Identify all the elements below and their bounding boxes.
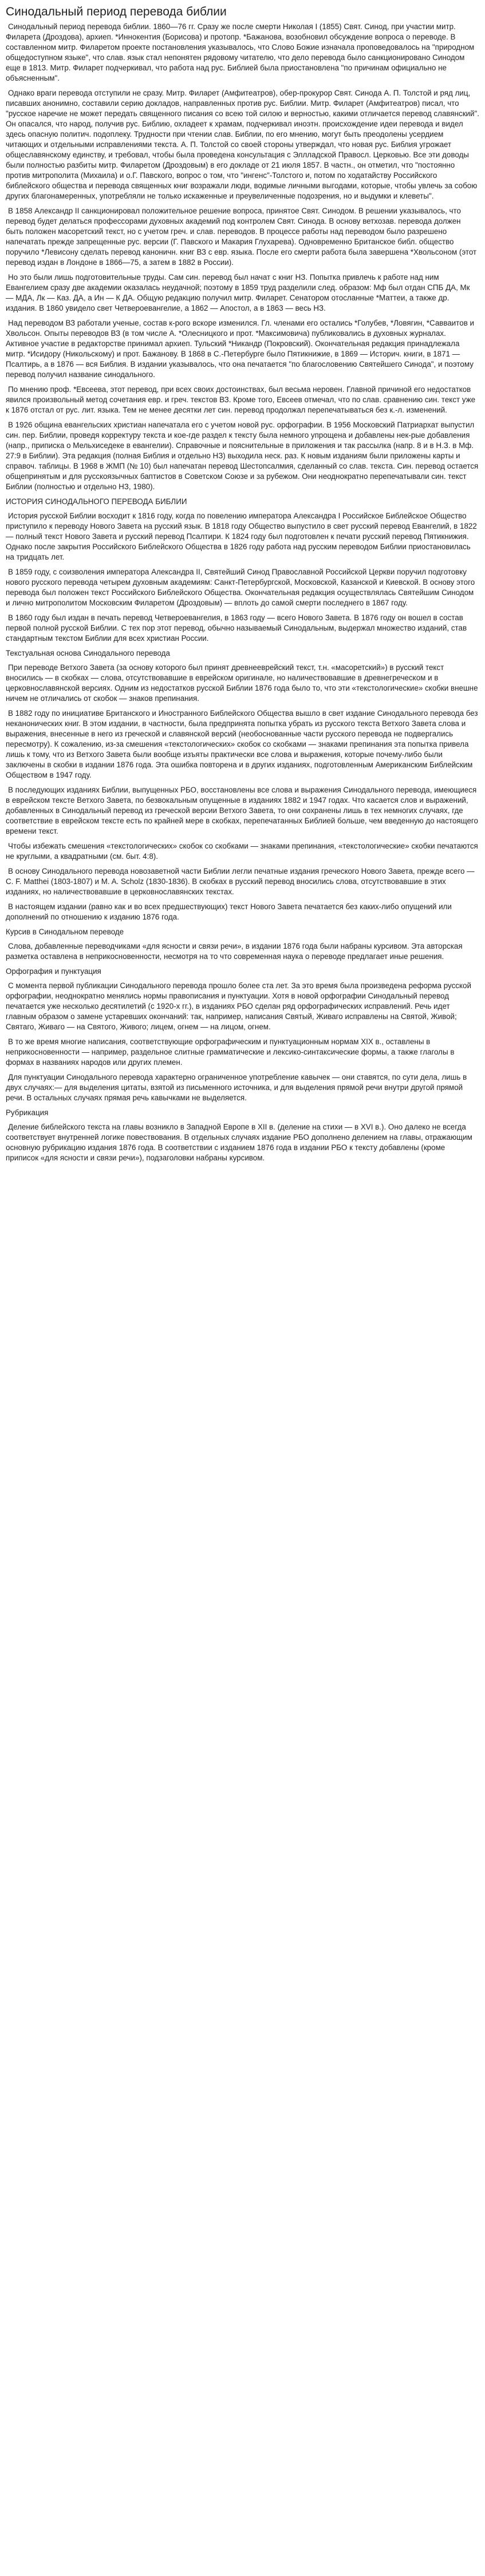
paragraph: Однако враги перевода отступили не сразу. Митр. Филарет (Амфитеатров), обер-прокурор Свят. Синода А. П. Толстой и ряд лиц, писавших анонимно, составили серию докладов, направленных против рус. Библии. Митр. Филарет (Амфитеатров) писал, что "русское наречие не может передать священного писания со всею той силою и верностью, какими отличается перевод славянский". Он опасался, что народ, получив рус. Библию, охладеет к храмам, подчеркивал иноэтн. происхождение идеи перевода и видел здесь опасную политич. подоплеку. Трудности при чтении слав. Библии, по его мнению, могут быть преодолены усердием читающих и отдельными исправлениями текста. А. П. Толстой со своей стороны утверждал, что новая рус. Библия угрожает общеславянскому единству, и требовал, чтобы была проведена консультация с Эллладской Правосл. Церковью. Все эти доводы были полностью разбиты митр. Филаретом (Дроздовым) в его докладе от 21 июля 1857. В частн., он отметил, что "постоянно против митрополита (Михаила) и о.Г. Павского, вопрос о том, что "ингенс"-Толстого и, потом по ходатайству Российского библейского общества и перевода священных книг возражали люди, водимые личными выгодами, которые, чтобы увлечь за собою других благонамеренных, употребляли не только искаженные и преувеличенные подозрения, но и выдумки и клеветы". bbox=[6, 89, 479, 200]
paragraph: В основу Синодального перевода новозаветной части Библии легли печатные издания греческого Нового Завета, прежде всего — С. F. Matthei (1803-1807) и M. A. Scholz (1830-1836). В скобках в русский перевод вносились слова, отсутствовавшие в этих изданиях, но наличествовавшие в церковнославянских текстах. bbox=[6, 867, 475, 896]
section-heading: Текстуальная основа Синодального перевода bbox=[6, 649, 170, 657]
paragraph: С момента первой публикации Синодального перевода прошло более ста лет. За это время была произведена реформа русской орфографии, неоднократно менялись нормы правописания и пунктуации. Хотя в новой орфографии Синодальный перевод печатается уже несколько десятилетий (с 1920-х гг.), в изданиях РБО сделан ряд орфографических исправлений. Речь идет главным образом о замене устаревших окончаний: так, например, написания Святый, Живаго исправлены на Святой, Живой; Святаго, Живаго — на Святого, Живого; лицем, огнем — на лицом, огнем. bbox=[6, 981, 471, 1031]
page-title: Синодальный период перевода библии bbox=[6, 5, 227, 18]
paragraph: В последующих изданиях Библии, выпущенных РБО, восстановлены все слова и выражения Синодального перевода, имеющиеся в еврейском тексте Ветхого Завета, по безвокальным опущенные в изданиях 1882 и 1947 годах. Что касается слов и выражений, добавленных в Синодальный перевод из греческой версии Ветхого Завета, то они сохранены лишь в тех немногих случаях, где соответствие в еврейском тексте есть по крайней мере в скобках, перепечатанных Библией больше, чем введенную до настоящего времени текст. bbox=[6, 786, 478, 835]
section-heading: ИСТОРИЯ СИНОДАЛЬНОГО ПЕРЕВОДА БИБЛИИ bbox=[6, 497, 187, 506]
paragraph: В 1882 году по инициативе Британского и Иностранного Библейского Общества вышло в свет издание Синодального перевода без неканонических книг. В этом издании, в частности, была предпринята попытка убрать из русского текста Ветхого Завета слова и выражения, внесенные в него из греческой и славянской версий (необоснованные части русского перевода не подвергались пересмотру). К сожалению, из-за смешения «текстологических» скобок со скобками — знаками препинания эта попытка привела лишь к тому, что из Ветхого Завета были вообще изъяты практически все слова и выражения, которые почему-либо были заключены в скобки в издании 1876 года. Эта ошибка повторена и в других изданиях, подготовленным Американским Библейским Обществом в 1947 году. bbox=[6, 709, 478, 779]
paragraph: В 1858 Александр II санкционировал положительное решение вопроса, принятое Свят. Синодом. В решении указывалось, что перевод будет делаться профессорами духовных академий под контролем Свят. Синода. В основу ветхозав. перевода должен быть положен масоретский текст, но с учетом греч. и слав. переводов. В процессе работы над переводом было разрешено напечатать прежде запрещенные рус. версии (Г. Павского и Макария Глухарева). Одновременно Британское библ. общество поручило *Левисону сделать перевод каноничн. книг ВЗ с евр. языка. После его смерти работа была завершена *Хвольсоном (этот перевод издан в Лондоне в 1866—75, а затем в 1882 в России). bbox=[6, 207, 477, 267]
section-heading: Орфография и пунктуация bbox=[6, 967, 101, 976]
paragraph: Слова, добавленные переводчиками «для ясности и связи речи», в издании 1876 года были набраны курсивом. Эта авторская разметка оставлена в неприкосновенности, несмотря на то что современная наука о переводе предлагает иные решения. bbox=[6, 942, 463, 961]
paragraph: Для пунктуации Синодального перевода характерно ограниченное употребление кавычек — они ставятся, по сути дела, лишь в двух случаях:— для выделения цитаты, взятой из письменного источника, и для выделения прямой речи внутри другой прямой речи. В остальных случаях прямая речь кавычками не выделяется. bbox=[6, 1073, 467, 1102]
article-body bbox=[6, 22, 479, 1163]
section-heading: Рубрикация bbox=[6, 1108, 49, 1117]
paragraph: Но это были лишь подготовительные труды. Сам син. перевод был начат с книг НЗ. Попытка привлечь к работе над ним Евангелием сразу две академии оказалась неудачной; поэтому в 1859 труд разделили след. образом: Мф был отдан СПБ ДА, Мк — МДА, Лк — Каз. ДА, а Ин — К ДА. Общую редакцию получил митр. Филарет. Сенатором отосланные *Маттеи, а также др. издания. В 1860 увидело свет Четвероевангелие, а 1862 — Апостол, а в 1863 — весь НЗ. bbox=[6, 273, 470, 312]
paragraph: В 1860 году был издан в печать перевод Четвероевангелия, в 1863 году — всего Нового Завета. В 1876 году он вошел в состав первой полной русской Библии. С тех пор этот перевод, обычно называемый Синодальным, выдержал множество изданий, став стандартным текстом Библии для всех христиан России. bbox=[6, 613, 467, 643]
paragraph: Деление библейского текста на главы возникло в Западной Европе в XII в. (деление на стихи — в XVI в.). Оно далеко не всегда соответствует внутренней логике повествования. В отдельных случаях издание РБО дополнено делением на главы, отражающим основную рубрикацию издания 1876 года. В соответствии с изданием 1876 года в издании РБО к тексту добавлены (кроме приписок «для ясности и связи речи»), подзаголовки набраны курсивом. bbox=[6, 1123, 472, 1162]
paragraph: В 1926 община евангельских христиан напечатала его с учетом новой рус. орфографии. В 1956 Московский Патриархат выпустил син. пер. Библии, проведя корректуру текста и кое-где раздел к тексту была немного упрощена и добавлены нек-рые добавления (напр., приписка о Мельхиседеке в евангелии). Справочные и пояснительные в приложения и так рассылка (напр. 8 и в Н.З. в Мф. 27:9 в Библии). Эта редакция (полная Библия и отдельно НЗ) выходила неск. раз. К новым изданиям были приложены карты и справоч. таблицы. В 1968 в ЖМП (№ 10) был напечатан перевод Шестопсалмия, сделанный со слав. текста. Син. перевод остается общепринятым и для русскоязычных баптистов в Советском Союзе и за рубежом. Они неоднократно перепечатывали син. текст Библии (полностью и отдельно НЗ, 1980). bbox=[6, 421, 479, 491]
paragraph: В то же время многие написания, соответствующие орфографическим и пунктуационным нормам XIX в., оставлены в неприкосновенности — например, раздельное слитные грамматические и лексико-синтаксические формы, а также глаголы в формах в названиях народов или других племен. bbox=[6, 1037, 455, 1067]
paragraph: Чтобы избежать смешения «текстологических» скобок со скобками — знаками препинания, «текстологические» скобки печатаются не круглыми, а квадратными (см. быт. 4:8). bbox=[6, 842, 478, 861]
paragraph: История русской Библии восходит к 1816 году, когда по повелению императора Александра I Российское Библейское Общество приступило к переводу Нового Завета на русский язык. В 1818 году Общество выпустило в свет русский перевод Евангелий, в 1822 — полный текст Нового Завета и русский перевод Псалтири. К 1824 году был подготовлен к печати русский перевод Пятикнижия. Однако после закрытия Российского Библейского Общества в 1826 году работа над русским переводом Библии приостановилась на тридцать лет. bbox=[6, 512, 477, 561]
paragraph: При переводе Ветхого Завета (за основу которого был принят древнееврейский текст, т.н. «масоретский») в русский текст вносились — в скобках — слова, отсутствовавшие в еврейском оригинале, но наличествовавшие в древнегреческом и в церковнославянской версиях. Одним из недостатков русской Библии 1876 года было то, что эти «текстологические» скобки внешне ничем не отличались от скобок — знаков препинания. bbox=[6, 663, 478, 703]
paragraph: Над переводом ВЗ работали ученые, состав к-рого вскоре изменился. Гл. членами его остались *Голубев, *Ловягин, *Савваитов и Хвольсон. Опыты переводов ВЗ (в том числе А. *Олесницкого и прот. *Максимовича) публиковались в духовных журналах. Активное участие в редакторстве принимал архиеп. Тульский *Никандр (Покровский). Окончательная редакция принадлежала митр. *Исидору (Никольскому) и прот. Бажанову. В 1868 в С.-Петербурге было Пятикнижие, в 1869 — Историч. книги, в 1871 — Псалтирь, а в 1876 — вся Библия. В издании указывалось, что она печатается "по благословению Святейшего Синода", и поэтому перевод получил название синодального. bbox=[6, 319, 475, 379]
paragraph: По мнению проф. *Евсеева, этот перевод, при всех своих достоинствах, был весьма неровен. Главной причиной его недостатков явился произвольный метод сочетания евр. и греч. текстов ВЗ. Кроме того, Евсеев отмечал, что по слав. сравнению син. текст уже к 1876 отстал от рус. лит. языка. Тем не менее десятки лет син. перевод продолжал перепечатываться без к.-л. изменений. bbox=[6, 385, 476, 414]
paragraph: В 1859 году, с соизволения императора Александра II, Святейший Синод Православной Российской Церкви поручил подготовку нового русского перевода четырем духовным академиям: Санкт-Петербургской, Московской, Казанской и Киевской. В основу этого перевода был положен текст Российского Библейского Общества. Окончательная редакция осуществлялась Святейшим Синодом и лично митрополитом Московским Филаретом (Дроздовым) — вплоть до самой смерти последнего в 1867 году. bbox=[6, 568, 475, 607]
paragraph: Синодальный период перевода библии. 1860—76 гг. Сразу же после смерти Николая I (1855) Свят. Синод, при участии митр. Филарета (Дроздова), архиеп. *Иннокентия (Борисова) и протопр. *Бажанова, возобновил обсуждение вопроса о переводе. В составленном митр. Филаретом проекте постановления указывалось, что Слово Божие изначала проповедовалось на "природном общедоступном языке", что слав. язык стал непонятен рядовому читателю, что дело перевода было санкционировано Синодом еще в 1813. Митр. Филарет подчеркивал, что работа над рус. Библией была приостановлена "по причинам официально не объясненным". bbox=[6, 22, 475, 82]
paragraph: В настоящем издании (равно как и во всех предшествующих) текст Нового Завета печатается без каких-либо опущений или дополнений по отношению к изданию 1876 года. bbox=[6, 902, 452, 921]
section-heading: Курсив в Синодальном переводе bbox=[6, 928, 124, 936]
